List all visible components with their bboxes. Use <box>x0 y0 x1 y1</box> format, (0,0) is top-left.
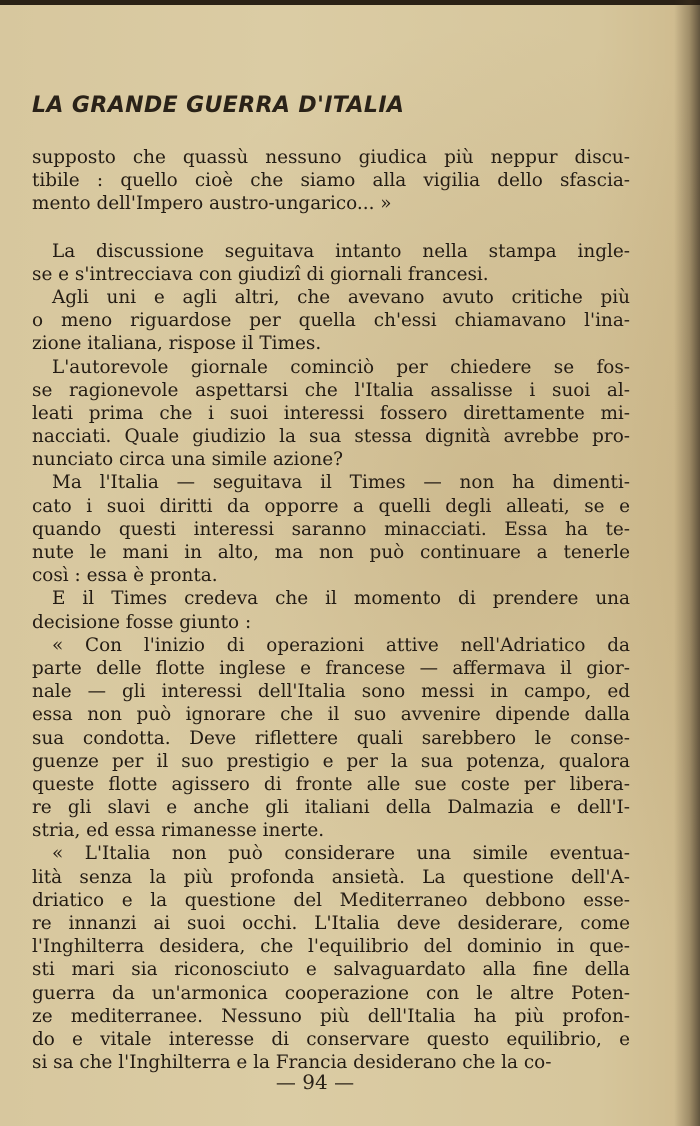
text-line: se ragionevole aspettarsi che l'Italia assalisse i suoi al- <box>32 379 630 401</box>
text-line: Agli uni e agli altri, che avevano avuto critiche più <box>52 286 630 308</box>
text-line: do e vitale interesse di conservare questo equilibrio, e <box>32 1028 630 1050</box>
text-line: re gli slavi e anche gli italiani della Dalmazia e dell'I- <box>32 797 630 819</box>
text-line: se e s'intrecciava con giudizî di giornali francesi. <box>32 263 489 285</box>
paragraph <box>32 587 630 633</box>
text-line: lità senza la più profonda ansietà. La questione dell'A- <box>32 866 630 888</box>
text-line: si sa che l'Inghilterra e la Francia desiderano che la co- <box>32 1052 552 1074</box>
paragraph <box>32 471 630 587</box>
text-line: stria, ed essa rimanesse inerte. <box>32 820 325 842</box>
text-line: nute le mani in alto, ma non può continuare a tenerle <box>32 542 630 563</box>
text-line: essa non può ignorare che il suo avvenire dipende dalla <box>32 704 630 726</box>
text-line: nale — gli interessi dell'Italia sono messi in campo, ed <box>32 681 630 703</box>
running-title: LA GRANDE GUERRA D'ITALIA <box>32 93 405 118</box>
paragraph <box>32 240 630 286</box>
paragraph <box>32 286 630 356</box>
text-line: ze mediterranee. Nessuno più dell'Italia ha più profon- <box>32 1005 630 1027</box>
text-line: guenze per il suo prestigio e per la sua potenza, qualora <box>32 750 630 772</box>
text-line: o meno riguardose per quella ch'essi chiamavano l'ina- <box>32 310 630 332</box>
text-line: zione italiana, rispose il Times. <box>32 333 322 355</box>
paragraph <box>32 634 630 843</box>
text-line: re innanzi ai suoi occhi. L'Italia deve desiderare, come <box>32 913 630 934</box>
paragraph <box>32 356 630 472</box>
text-line: nacciati. Quale giudizio la sua stessa dignità avrebbe pro- <box>32 426 630 448</box>
text-line: Ma l'Italia — seguitava il Times — non ha dimenti- <box>52 472 630 494</box>
text-line: queste flotte agissero di fronte alle sue coste per libera- <box>32 773 630 795</box>
text-line: La discussione seguitava intanto nella stampa ingle- <box>52 240 630 262</box>
text-line: così : essa è pronta. <box>32 565 218 587</box>
text-line: « Con l'inizio di operazioni attive nell'Adriatico da <box>52 634 630 656</box>
page-number: — 94 — <box>275 1070 355 1094</box>
page-binding-shadow <box>674 0 700 1126</box>
text-line: guerra da un'armonica cooperazione con le altre Poten- <box>32 982 630 1004</box>
text-line: parte delle flotte inglese e francese — affermava il gior- <box>32 657 630 679</box>
text-line: decisione fosse giunto : <box>32 611 252 633</box>
text-line: sua condotta. Deve riflettere quali sarebbero le conse- <box>32 727 630 749</box>
text-line: quando questi interessi saranno minacciati. Essa ha te- <box>32 518 630 540</box>
text-line: cato i suoi diritti da opporre a quelli degli alleati, se e <box>32 495 630 517</box>
text-line: nunciato circa una simile azione? <box>32 449 344 471</box>
text-line: leati prima che i suoi interessi fossero direttamente mi- <box>32 402 630 424</box>
text-line: driatico e la questione del Mediterraneo debbono esse- <box>32 889 630 911</box>
paragraph <box>32 842 630 1074</box>
text-line: mento dell'Impero austro-ungarico... » <box>32 193 392 215</box>
text-line: « L'Italia non può considerare una simile eventua- <box>52 843 630 865</box>
body-text <box>32 146 630 1074</box>
text-line: L'autorevole giornale cominciò per chiedere se fos- <box>52 356 630 378</box>
paragraph-gap <box>32 216 630 240</box>
paragraph <box>32 146 630 216</box>
text-line: l'Inghilterra desidera, che l'equilibrio del dominio in que- <box>32 936 630 958</box>
text-line: sti mari sia riconosciuto e salvaguardato alla fine della <box>32 959 630 981</box>
text-line: E il Times credeva che il momento di prendere una <box>52 588 630 610</box>
text-line: tibile : quello cioè che siamo alla vigilia dello sfascia- <box>32 170 630 192</box>
page-top-edge <box>0 0 700 5</box>
text-line: supposto che quassù nessuno giudica più neppur discu- <box>32 147 630 168</box>
